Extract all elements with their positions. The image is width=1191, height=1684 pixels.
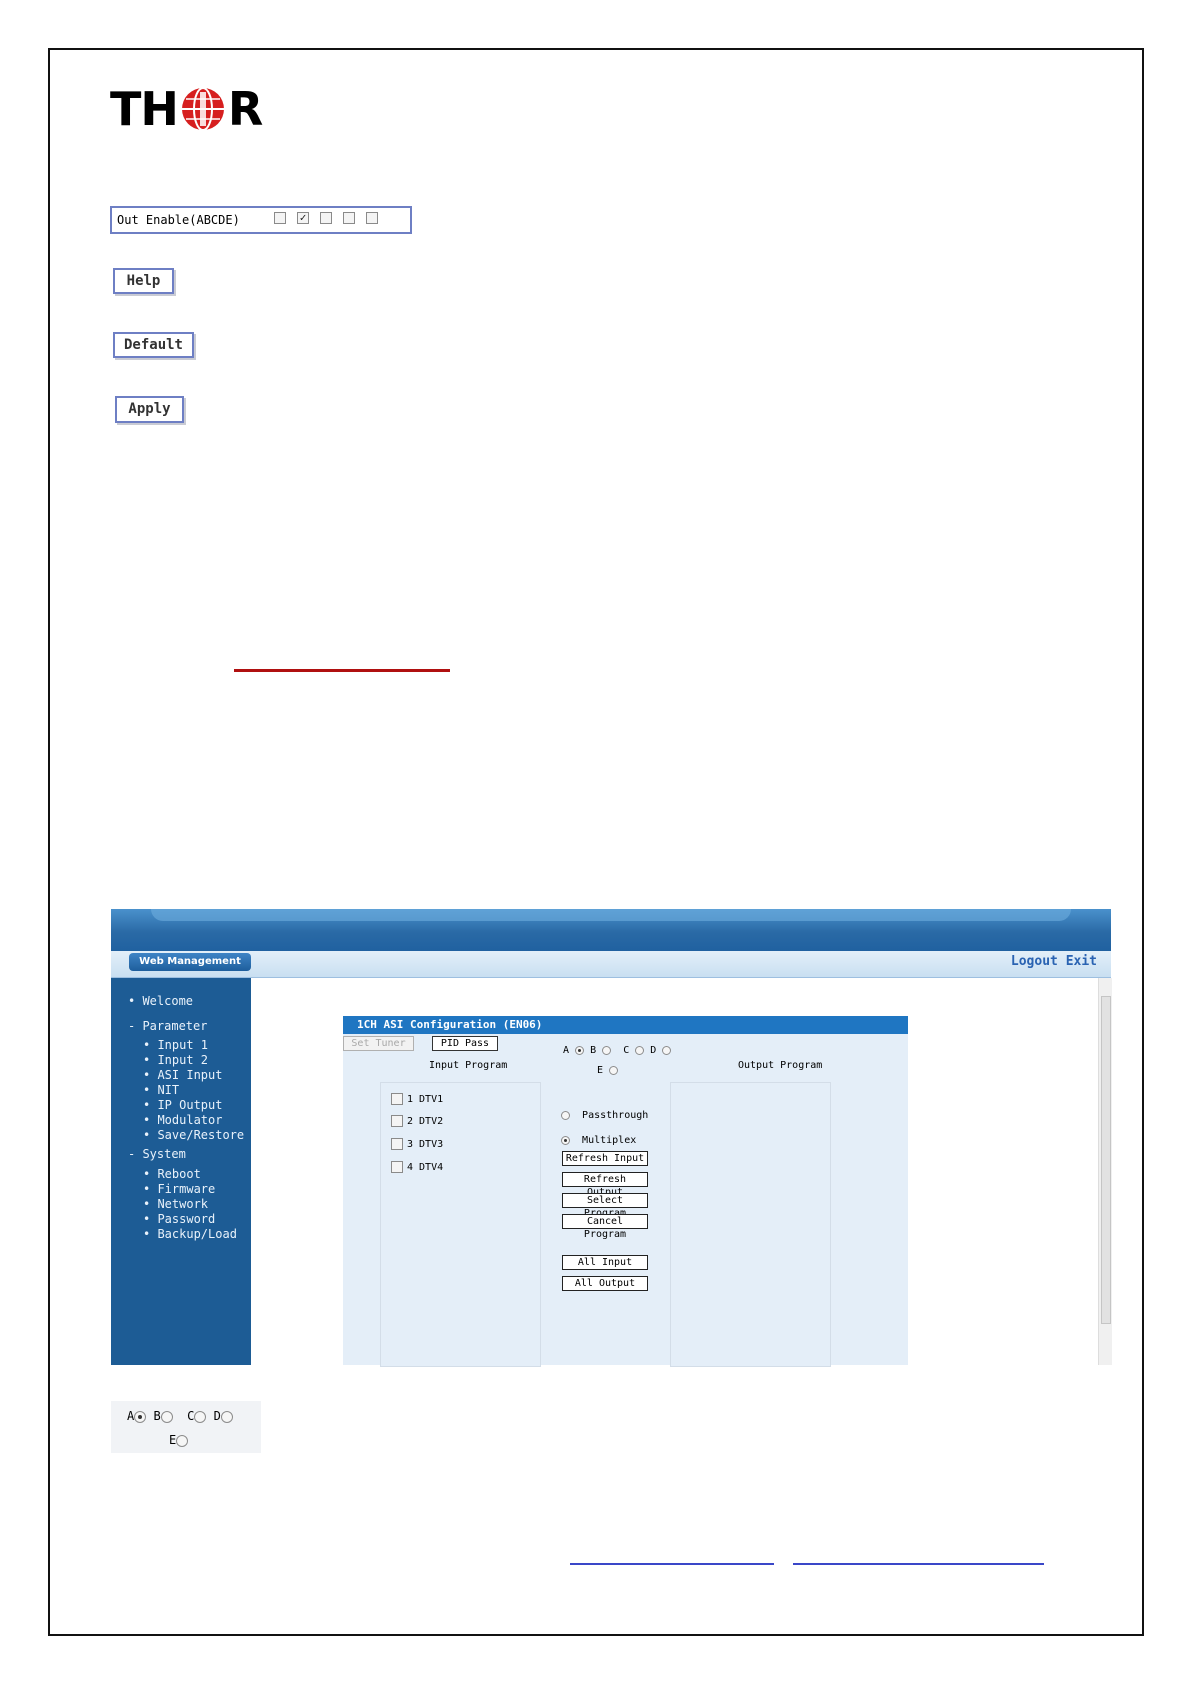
globe-icon: [180, 86, 226, 132]
page-border: [48, 48, 1144, 1636]
snippet-e-row: E: [169, 1433, 188, 1447]
sidebar-item-password[interactable]: • Password: [143, 1212, 216, 1226]
select-program-button[interactable]: Select: [562, 1193, 648, 1208]
logout-exit-link[interactable]: Logout Exit: [1010, 954, 1097, 969]
all-input-button[interactable]: All Input: [562, 1255, 648, 1270]
link-underline-1[interactable]: [570, 1563, 774, 1565]
refresh-output-button[interactable]: Refresh: [562, 1172, 648, 1187]
out-enable-c-checkbox[interactable]: [320, 212, 332, 224]
program-row-3[interactable]: 3 DTV3: [391, 1138, 443, 1150]
out-enable-label: Out Enable(ABCDE): [117, 213, 240, 227]
multiplex-option[interactable]: Multiplex: [561, 1135, 636, 1146]
out-enable-row: [110, 206, 412, 234]
program-4-checkbox[interactable]: [391, 1161, 403, 1173]
all-output-button[interactable]: All Output: [562, 1276, 648, 1291]
input-program-list: [380, 1082, 541, 1367]
snippet-e-radio[interactable]: [176, 1435, 188, 1447]
vertical-scrollbar[interactable]: [1098, 978, 1112, 1365]
red-rule: [234, 669, 450, 672]
pid-pass-button[interactable]: PID Pass: [432, 1036, 498, 1051]
apply-button[interactable]: Apply: [115, 396, 184, 423]
channel-d-radio[interactable]: [662, 1046, 671, 1055]
snippet-d-radio[interactable]: [221, 1411, 233, 1423]
sidebar-item-welcome[interactable]: • Welcome: [128, 994, 194, 1008]
refresh-input-button[interactable]: Refresh Input: [562, 1151, 648, 1166]
program-3-checkbox[interactable]: [391, 1138, 403, 1150]
snippet-b-radio[interactable]: [161, 1411, 173, 1423]
out-enable-a-checkbox[interactable]: [274, 212, 286, 224]
channel-b-radio[interactable]: [602, 1046, 611, 1055]
sidebar-item-input-1[interactable]: • Input 1: [143, 1038, 209, 1052]
passthrough-option[interactable]: Passthrough: [561, 1110, 648, 1121]
sidebar-item-input-2[interactable]: • Input 2: [143, 1053, 209, 1067]
nav-bar: [111, 951, 1111, 978]
snippet-c-radio[interactable]: [194, 1411, 206, 1423]
config-title: 1CH ASI Configuration (EN06): [343, 1016, 908, 1034]
help-button[interactable]: Help: [113, 268, 174, 294]
channel-radio-snippet: [111, 1401, 261, 1453]
output-program-header: Output Program: [738, 1060, 823, 1071]
input-program-header: Input Program: [429, 1060, 508, 1071]
out-enable-b-checkbox[interactable]: ✓: [297, 212, 309, 224]
sidebar-item-network[interactable]: • Network: [143, 1197, 209, 1211]
out-enable-d-checkbox[interactable]: [343, 212, 355, 224]
snippet-a-radio[interactable]: [134, 1411, 146, 1423]
channel-a-radio[interactable]: [575, 1046, 584, 1055]
channel-radio-group: A B C D: [563, 1045, 671, 1056]
program-row-1[interactable]: 1 DTV1: [391, 1093, 443, 1105]
passthrough-radio[interactable]: [561, 1111, 570, 1120]
sidebar-group-system[interactable]: - System: [128, 1147, 186, 1161]
scrollbar-thumb[interactable]: [1101, 996, 1111, 1324]
config-panel: [343, 1034, 908, 1365]
cancel-program-button[interactable]: Cancel Program: [562, 1214, 648, 1229]
logo-text-right: R: [227, 82, 263, 136]
sidebar-item-nit[interactable]: • NIT: [143, 1083, 180, 1097]
web-management-tab[interactable]: Web Management: [129, 953, 251, 971]
sidebar-item-reboot[interactable]: • Reboot: [143, 1167, 201, 1181]
program-row-4[interactable]: 4 DTV4: [391, 1161, 443, 1173]
multiplex-radio[interactable]: [561, 1136, 570, 1145]
program-2-checkbox[interactable]: [391, 1115, 403, 1127]
sidebar-item-save-restore[interactable]: • Save/Restore: [143, 1128, 245, 1142]
sidebar-item-ip-output[interactable]: • IP Output: [143, 1098, 223, 1112]
sidebar-group-parameter[interactable]: - Parameter: [128, 1019, 208, 1033]
set-tuner-button[interactable]: Set Tuner: [343, 1036, 414, 1051]
web-management-screenshot: [111, 909, 1111, 1365]
link-underline-2[interactable]: [793, 1563, 1044, 1565]
program-1-checkbox[interactable]: [391, 1093, 403, 1105]
out-enable-checkboxes: [274, 212, 378, 224]
channel-e-radio[interactable]: [609, 1066, 618, 1075]
thor-logo: [110, 84, 262, 134]
sidebar-item-asi-input[interactable]: • ASI Input: [143, 1068, 223, 1082]
out-enable-e-checkbox[interactable]: [366, 212, 378, 224]
snippet-radio-row: A B C D: [127, 1409, 233, 1423]
sidebar-item-modulator[interactable]: • Modulator: [143, 1113, 223, 1127]
program-row-2[interactable]: 2 DTV2: [391, 1115, 443, 1127]
logo-text-left: TH: [110, 82, 178, 136]
channel-e-group: E: [597, 1065, 618, 1076]
channel-c-radio[interactable]: [635, 1046, 644, 1055]
sidebar-item-backup-load[interactable]: • Backup/Load: [143, 1227, 237, 1241]
sidebar-item-firmware[interactable]: • Firmware: [143, 1182, 216, 1196]
header-banner: [111, 909, 1111, 951]
default-button[interactable]: Default: [113, 332, 194, 358]
sidebar: [111, 978, 251, 1365]
output-program-list: [670, 1082, 831, 1367]
